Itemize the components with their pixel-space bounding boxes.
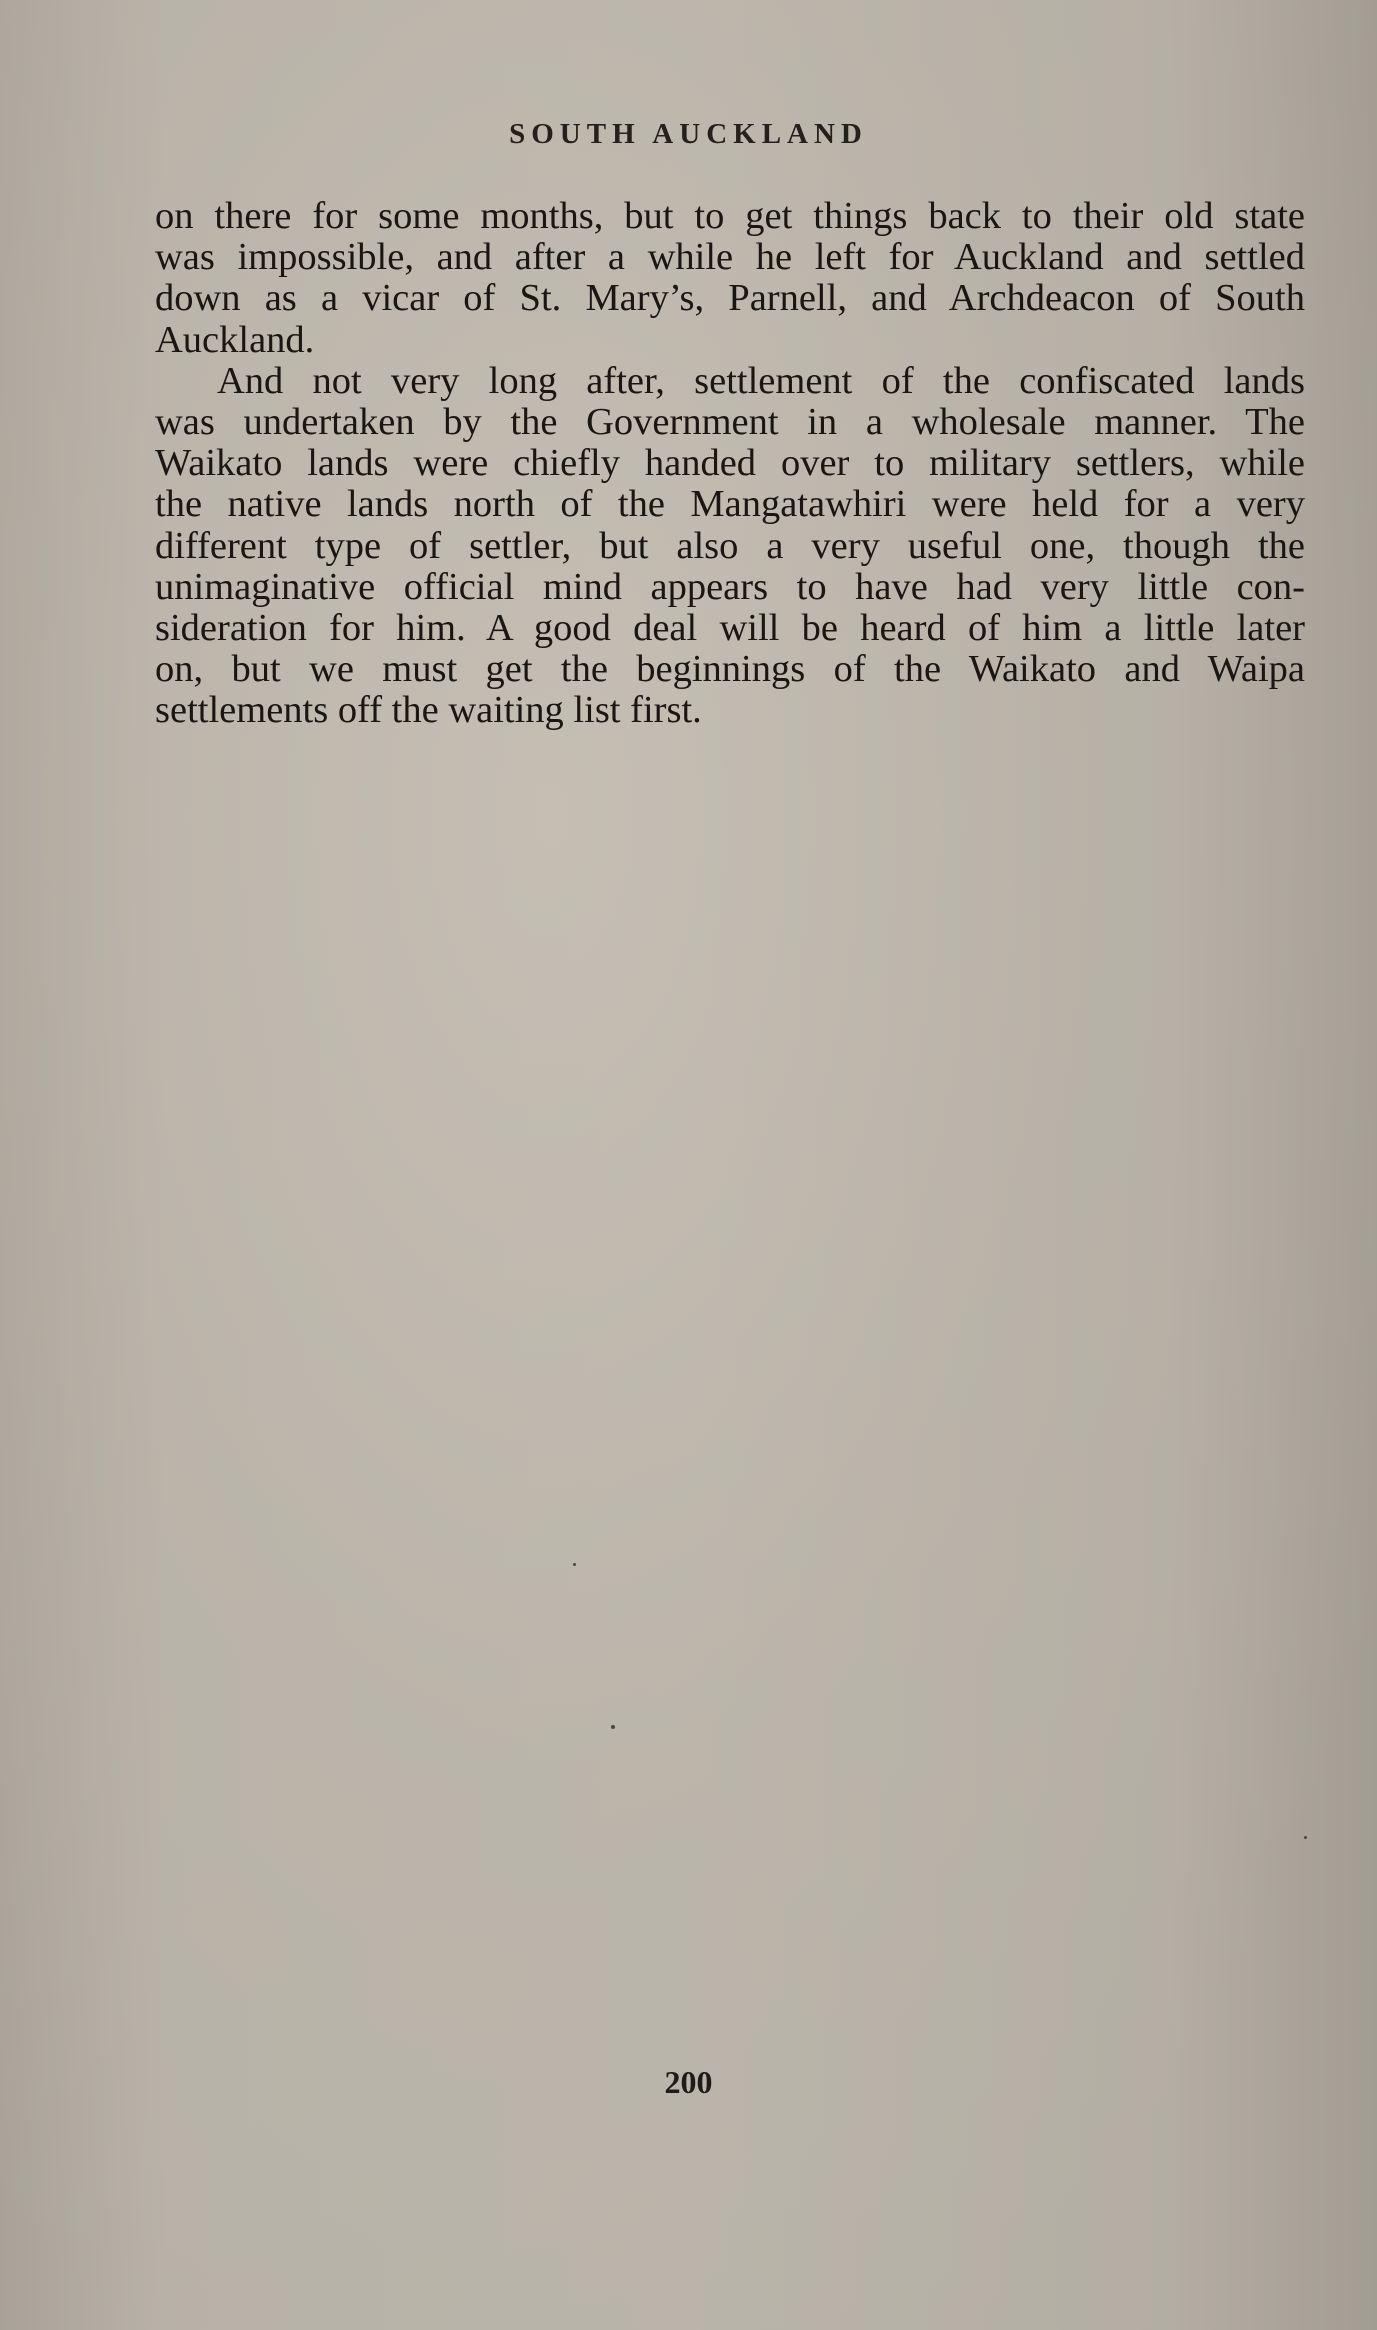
text-line: settlements off the waiting list first.	[155, 689, 702, 732]
paragraph-1	[155, 196, 1305, 361]
text-line: Auckland.	[155, 318, 315, 361]
paper-speck	[611, 1725, 615, 1729]
text-line: Waikato lands were chiefly handed over to military settlers, while	[155, 442, 1305, 485]
text-line: unimaginative official mind appears to have had very little con-	[155, 565, 1305, 608]
text-line: down as a vicar of St. Mary’s, Parnell, and Archdeacon of South	[155, 277, 1305, 320]
text-line: the native lands north of the Mangatawhiri were held for a very	[155, 483, 1305, 526]
text-line: different type of settler, but also a very useful one, though the	[155, 524, 1305, 567]
page-number: 200	[664, 2064, 713, 2100]
paper-speck	[1304, 1836, 1307, 1839]
text-line: on, but we must get the beginnings of the Waikato and Waipa	[155, 648, 1305, 691]
running-head: SOUTH AUCKLAND	[509, 118, 868, 150]
paragraph-2	[155, 361, 1305, 732]
body-text	[155, 196, 1305, 732]
text-line: on there for some months, but to get things back to their old state	[155, 195, 1305, 237]
paper-speck	[573, 1563, 576, 1566]
text-line: sideration for him. A good deal will be heard of him a little later	[155, 607, 1305, 650]
text-line: was undertaken by the Government in a wholesale manner. The	[155, 401, 1305, 444]
text-line: And not very long after, settlement of the confiscated lands	[217, 359, 1305, 402]
text-line: was impossible, and after a while he left for Auckland and settled	[155, 236, 1305, 279]
